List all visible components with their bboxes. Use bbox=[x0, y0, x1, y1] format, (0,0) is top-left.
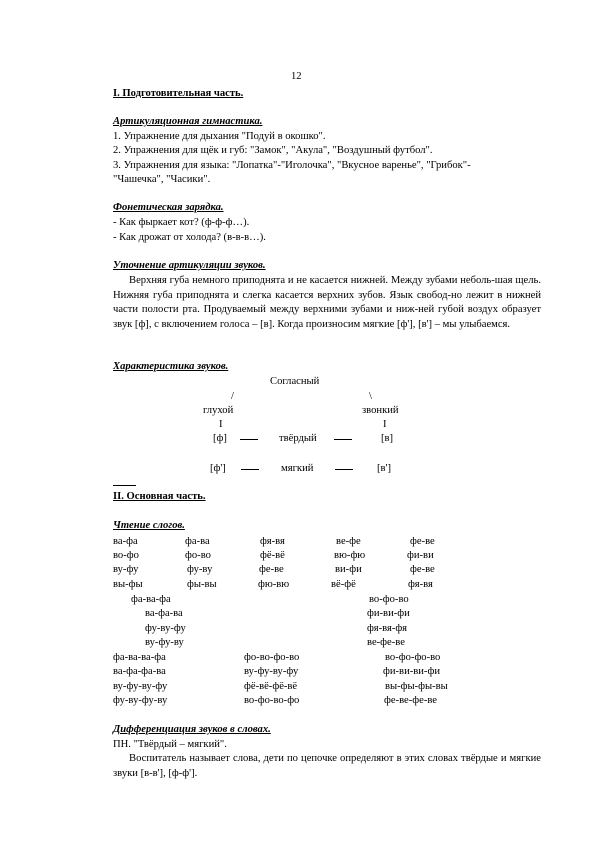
phonetic-item-1: - Как фыркает кот? (ф-ф-ф…). bbox=[113, 217, 250, 228]
syllable: фо-во-фо-во bbox=[244, 652, 300, 663]
syllable: фе-ве bbox=[410, 536, 435, 547]
syllable: фа-ва-ва-фа bbox=[113, 652, 166, 663]
syllable: ва-фа bbox=[113, 536, 138, 547]
artic-item-2: 2. Упражнения для щёк и губ: "Замок", "Акула", "Воздушный футбол". bbox=[113, 145, 433, 156]
scheme-f-hard: [ф] bbox=[213, 433, 227, 444]
syllable: во-фо bbox=[113, 550, 139, 561]
syllable: вы-фы bbox=[113, 579, 143, 590]
artic-title: Артикуляционная гимнастика. bbox=[113, 116, 263, 127]
scheme-dash bbox=[334, 439, 352, 440]
scheme-hard: твёрдый bbox=[279, 433, 317, 444]
scheme-dash bbox=[241, 469, 259, 470]
syllable: ве-фе bbox=[336, 536, 361, 547]
scheme-voiceless: глухой bbox=[203, 405, 234, 416]
syllable: фа-ва bbox=[185, 536, 210, 547]
diff-title: Дифференциация звуков в словах. bbox=[113, 724, 271, 735]
diff-text: Воспитатель называет слова, дети по цепочке определяют в этих словах твёрдые и мягкие звуки [в-в'], [ф-ф']. bbox=[113, 753, 541, 779]
syllable: фы-вы bbox=[187, 579, 217, 590]
syllable: фи-ви-ви-фи bbox=[383, 666, 440, 677]
syllable: фю-вю bbox=[258, 579, 290, 590]
syllable: во-фо-во-фо bbox=[244, 695, 300, 706]
syllable: фё-вё bbox=[260, 550, 285, 561]
scheme-voiced: звонкий bbox=[362, 405, 399, 416]
syllable: фо-во bbox=[185, 550, 211, 561]
reading-title: Чтение слогов. bbox=[113, 520, 185, 531]
clarify-title: Уточнение артикуляции звуков. bbox=[113, 260, 266, 271]
scheme-slash-right: \ bbox=[369, 391, 372, 402]
clarify-paragraph bbox=[113, 274, 541, 332]
diff-paragraph bbox=[113, 752, 541, 781]
syllable: фё-вё-фё-вё bbox=[244, 681, 298, 692]
syllable: фу-ву-фу-ву bbox=[113, 695, 168, 706]
syllable: фя-вя-фя bbox=[367, 623, 407, 634]
scheme-v-soft: [в'] bbox=[377, 463, 391, 474]
scheme-soft: мягкий bbox=[281, 463, 314, 474]
scheme-v-hard: [в] bbox=[381, 433, 394, 444]
syllable: ва-фа-фа-ва bbox=[113, 666, 166, 677]
syllable: ве-фе-ве bbox=[367, 637, 405, 648]
section-divider bbox=[113, 485, 136, 486]
syllable: фу-ву bbox=[187, 564, 213, 575]
syllable: во-фо-фо-во bbox=[385, 652, 441, 663]
phonetic-title: Фонетическая зарядка. bbox=[113, 202, 224, 213]
scheme-bar-left: I bbox=[219, 419, 223, 430]
syllable: фе-ве-фе-ве bbox=[384, 695, 437, 706]
scheme-bar-right: I bbox=[383, 419, 387, 430]
syllable: фу-ву-фу bbox=[145, 623, 186, 634]
syllable: фе-ве bbox=[259, 564, 284, 575]
artic-item-1: 1. Упражнение для дыхания "Подуй в окошко". bbox=[113, 131, 326, 142]
syllable: ву-фу bbox=[113, 564, 139, 575]
syllable: фа-ва-фа bbox=[131, 594, 171, 605]
phonetic-item-2: - Как дрожат от холода? (в-в-в…). bbox=[113, 232, 266, 243]
syllable: фя-вя bbox=[408, 579, 433, 590]
syllable: фе-ве bbox=[410, 564, 435, 575]
game-name: ПН. "Твёрдый – мягкий". bbox=[113, 739, 227, 750]
syllable: ви-фи bbox=[335, 564, 362, 575]
scheme-root: Согласный bbox=[270, 376, 320, 387]
characteristic-title: Характеристика звуков. bbox=[113, 361, 229, 372]
artic-item-3: 3. Упражнения для языка: "Лопатка"-"Иголочка", "Вкусное варенье", "Грибок"- bbox=[113, 160, 471, 171]
scheme-f-soft: [ф'] bbox=[210, 463, 226, 474]
syllable: вё-фё bbox=[331, 579, 356, 590]
scheme-slash-left: / bbox=[231, 391, 234, 402]
page-number: 12 bbox=[291, 71, 302, 82]
syllable: ву-фу-ву bbox=[145, 637, 184, 648]
syllable: фи-ви-фи bbox=[367, 608, 410, 619]
syllable: фи-ви bbox=[407, 550, 434, 561]
scheme-dash bbox=[335, 469, 353, 470]
syllable: фя-вя bbox=[260, 536, 285, 547]
syllable: вю-фю bbox=[334, 550, 366, 561]
syllable: во-фо-во bbox=[369, 594, 409, 605]
syllable: ву-фу-ву-фу bbox=[244, 666, 299, 677]
section2-heading: II. Основная часть. bbox=[113, 491, 206, 502]
scheme-dash bbox=[240, 439, 258, 440]
syllable: ва-фа-ва bbox=[145, 608, 183, 619]
syllable: ву-фу-ву-фу bbox=[113, 681, 168, 692]
clarify-text: Верхняя губа немного приподнята и не касается нижней. Между зубами неболь-шая щель. Нижняя губа приподнята и слегка касается верхних зубов. Язык свобод-но лежит в нижней части полости рта. Продуваемый между верхними зубами и ниж-ней губой воздух образует звук [ф], с включением голоса – [в]. Когда произносим мягкие [ф'], [в'] – мы улыбаемся. bbox=[113, 275, 541, 330]
section1-heading: I. Подготовительная часть. bbox=[113, 88, 244, 99]
artic-item-3-cont: "Чашечка", "Часики". bbox=[113, 174, 211, 185]
syllable: вы-фы-фы-вы bbox=[385, 681, 448, 692]
